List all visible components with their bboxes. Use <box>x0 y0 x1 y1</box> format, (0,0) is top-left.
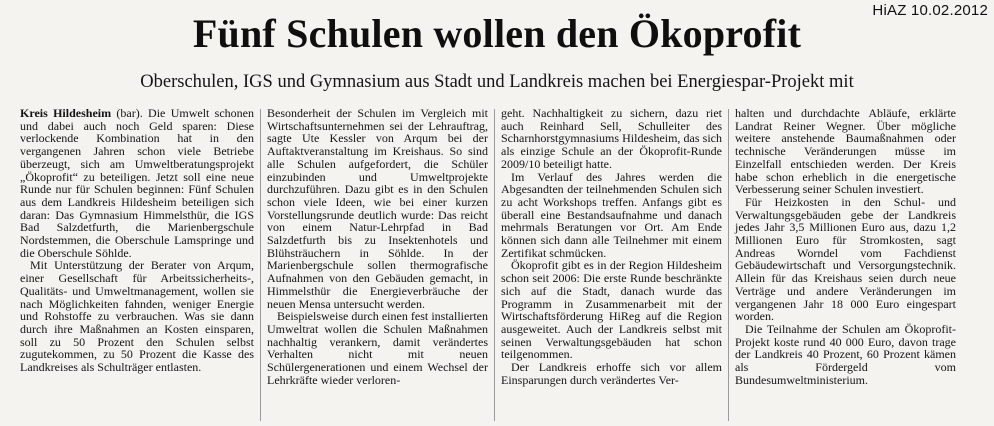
article-paragraph: Mit Unterstützung der Berater von Arqum, einer Gesellschaft für Arbeitssicherheits-, Qualitäts- und Umweltmanagement, wollen sie nach Möglichkeiten fahnden, weniger Energie und Rohstoffe zu verbrauchen. Was sie dann durch ihre Maßnahmen an Kosten einsparen, soll zu 50 Prozent den Schulen selbst zugutekommen, zu 50 Prozent die Kasse des Landkreises als Schulträger entlasten. <box>20 258 254 375</box>
source-date-stamp: HiAZ 10.02.2012 <box>872 2 988 19</box>
article-paragraph: Der Landkreis erhoffe sich vor allem Einsparungen durch verändertes Ver- <box>501 360 722 387</box>
article-paragraph: Für Heizkosten in den Schul- und Verwaltungsgebäuden gebe der Landkreis jedes Jahr 3,5 Millionen Euro aus, dazu 1,2 Millionen Euro für Stromkosten, sagt Andreas Worndel vom Fachdienst Gebäudewirtschaft und Versorgungstechnik. Allein für das Kreishaus seien durch neue Verträge und andere Veränderungen im vergangenen Jahr 18 000 Euro eingespart worden. <box>735 194 956 324</box>
article-column-1 <box>20 107 260 424</box>
article-paragraph: Die Teilnahme der Schulen am Ökoprofit-Projekt koste rund 40 000 Euro, davon trage der Landkreis 40 Prozent, 60 Prozent kämen als Fördergeld vom Bundesumweltministerium. <box>735 321 956 387</box>
article-column-2 <box>261 107 494 424</box>
article-paragraph: Besonderheit der Schulen im Vergleich mit Wirtschaftsunternehmen sei der Lehrauftrag, sagte Ute Kessler von Arqum bei der Auftaktveranstaltung im Kreishaus. So sind alle Schulen aufgefordert, die Schüler einzubinden und Umweltprojekte durchzuführen. Dazu gibt es in den Schulen schon viele Ideen, wie bei einer kurzen Vorstellungsrunde deutlich wurde: Das reicht von einem Natur-Lehrpfad in Bad Salzdetfurth bis zu Insektenhotels und Blühsträuchern in Söhlde. In der Marienbergschule sollen thermografische Aufnahmen von den Gebäuden gemacht, in Himmelsthür die Energieverbräuche der neuen Mensa untersucht werden. <box>267 107 488 311</box>
article-column-4 <box>729 107 962 424</box>
article-column-3 <box>495 107 728 424</box>
dateline: Kreis Hildesheim <box>20 107 112 120</box>
article-subheadline: Oberschulen, IGS und Gymnasium aus Stadt und Landkreis machen bei Energiespar-Projekt mit <box>140 72 854 92</box>
article-body <box>20 107 990 424</box>
article-paragraph: Ökoprofit gibt es in der Region Hildesheim schon seit 2006: Die erste Runde beschränkte sich auf die Stadt, danach wurde das Programm in Zusammenarbeit mit der Wirtschaftsförderung HiReg auf die Region ausgeweitet. Auch der Landkreis selbst mit seinen Verwaltungsgebäuden hat schon teilgenommen. <box>501 258 722 362</box>
paragraph-text: (bar). Die Umwelt schonen und dabei auch noch Geld sparen: Diese verlockende Kombination hat in den vergangenen Jahren schon viele Betriebe überzeugt, sich am Umweltberatungsprojekt „Ökoprofit“ zu beteiligen. Jetzt soll eine neue Runde nur für Schulen beginnen: Fünf Schulen aus dem Landkreis Hildesheim beteiligen sich daran: Das Gymnasium Himmelsthür, die IGS Bad Salzdetfurth, die Marienbergschule Nordstemmen, die Oberschule Lamspringe und die Oberschule Söhlde. <box>20 107 255 260</box>
article-paragraph: Im Verlauf des Jahres werden die Abgesandten der teilnehmenden Schulen sich zu acht Workshops treffen. Anfangs gibt es überall eine Bestandsaufnahme und danach mehrmals Beratungen vor Ort. Am Ende können sich dann alle Teilnehmer mit einem Zertifikat schmücken. <box>501 169 722 260</box>
article-paragraph: halten und durchdachte Abläufe, erklärte Landrat Reiner Wegner. Über mögliche weitere anstehende Baumaßnahmen oder technische Veränderungen müsse im Einzelfall entschieden werden. Der Kreis habe schon erheblich in die energetische Verbesserung seiner Schulen investiert. <box>735 107 956 197</box>
article-paragraph: geht. Nachhaltigkeit zu sichern, dazu riet auch Reinhard Sell, Schulleiter des Scharnhorstgymnasiums Hildesheim, das sich als einzige Schule an der Ökoprofit-Runde 2009/10 beteiligt hatte. <box>501 107 722 171</box>
article-headline: Fünf Schulen wollen den Ökoprofit <box>192 11 802 56</box>
article-paragraph: Beispielsweise durch einen fest installierten Umweltrat wollen die Schulen Maßnahmen nachhaltig verankern, damit verändertes Verhalten nicht mit neuen Schülergenerationen und einem Wechsel der Lehrkräfte wieder verloren- <box>267 309 488 387</box>
article-paragraph <box>20 107 254 259</box>
